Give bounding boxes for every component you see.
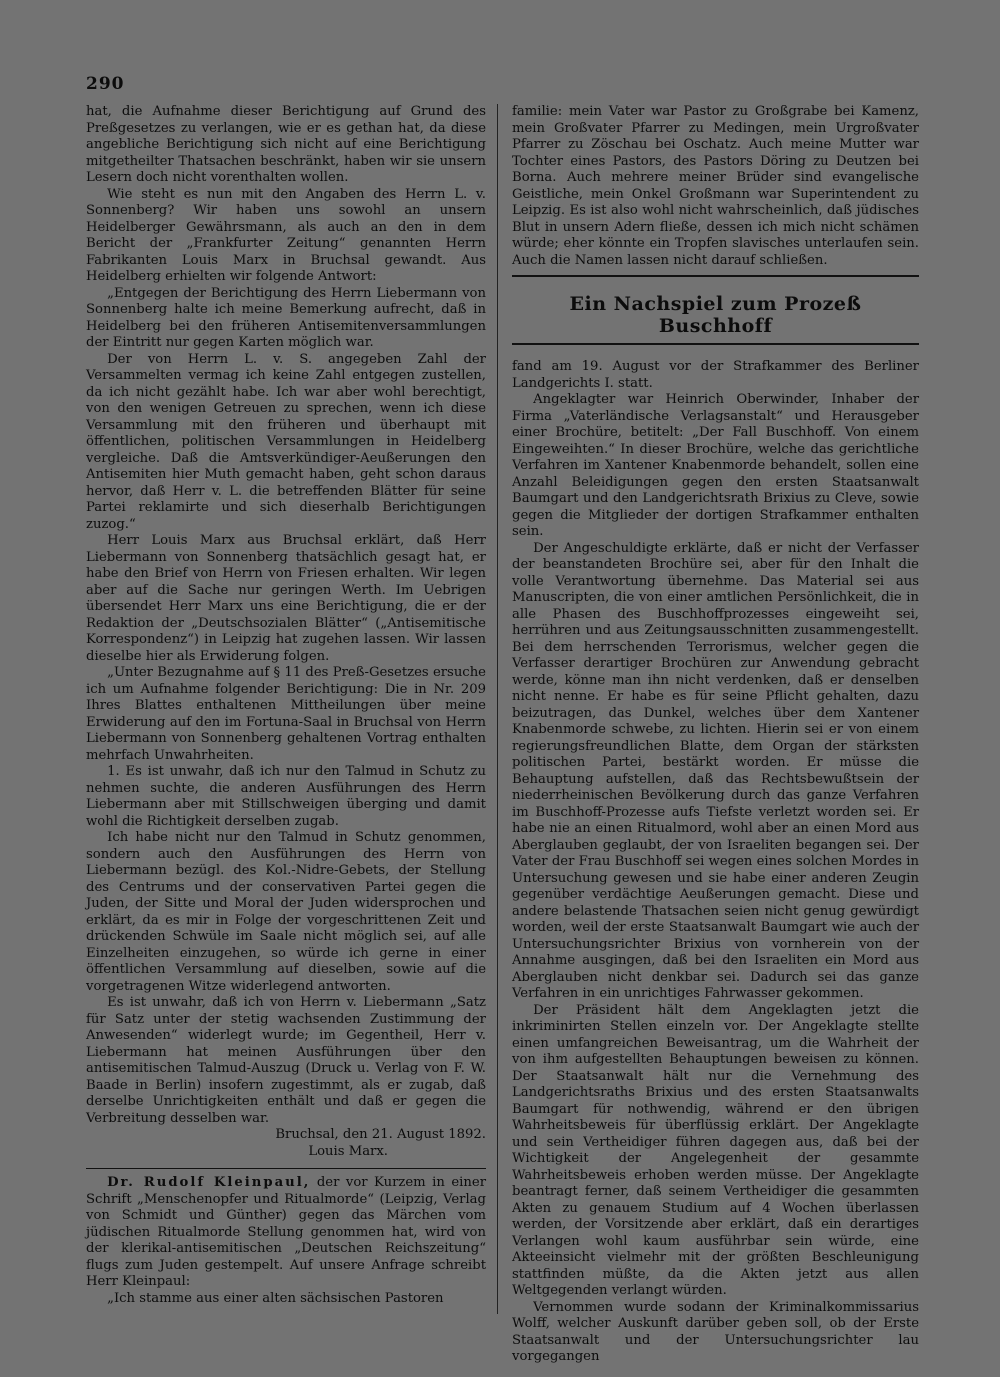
- title-rule-top: [512, 275, 919, 277]
- right-column: [512, 104, 919, 1366]
- paragraph-sonnenberg-question: Wie steht es nun mit den Angaben des Herrn L. v. Sonnenberg? Wir haben uns sowohl an unsern Heidelberger Gewährsmann, als auch an den in dem Bericht der „Frankfurter Zeitung“ genannten Herrn Fabrikanten Louis Marx in Bruchsal gewandt. Aus Heidelberg erhielten wir folgende Antwort:: [86, 186, 486, 284]
- title-rule-bottom: [512, 343, 919, 345]
- paragraph-marx-statement: Herr Louis Marx aus Bruchsal erklärt, daß Herr Liebermann von Sonnenberg thatsächlich gesagt hat, er habe den Brief von Herrn von Friesen erhalten. Wir legen aber auf die Sache nur geringen Werth. Im Uebrigen übersendet Herr Marx uns eine Berichtigung, die er der Redaktion der „Deutschsozialen Blätter“ („Antisemitische Korrespondenz“) in Leipzig hat zugehen lassen. Wir lassen dieselbe hier als Erwiderung folgen.: [86, 533, 486, 664]
- paragraph-wolff: Vernommen wurde sodann der Kriminalkommissarius Wolff, welcher Auskunft darüber geben soll, ob der Erste Staatsanwalt und der Untersuchungsrichter lau vorgegangen: [512, 1299, 919, 1364]
- signature: Louis Marx.: [308, 1143, 388, 1159]
- paragraph-marx-correction: „Unter Bezugnahme auf § 11 des Preß-Gesetzes ersuche ich um Aufnahme folgender Berichtigung: Die in Nr. 209 Ihres Blattes enthaltenen Mittheilungen über meine Erwiderung auf den im Fortuna-Saal in Bruchsal von Herrn Liebermann von Sonnenberg gehaltenen Vortrag enthalten mehrfach Unwahrheiten.: [86, 665, 486, 763]
- paragraph-trial-date: fand am 19. August vor der Strafkammer des Berliner Landgerichts I. statt.: [512, 359, 919, 391]
- section-title: Ein Nachspiel zum Prozeß Buschhoff: [569, 293, 862, 337]
- paragraph-heidelberg-reply-2: Der von Herrn L. v. S. angegeben Zahl der Versammelten vermag ich keine Zahl entgegen zustellen, da ich nicht gezählt habe. Ich war aber wohl berechtigt, von den wenigen Getreuen zu sprechen, wenn ich diese Versammlung mit den früheren und überhaupt mit öffentlichen, politischen Versammlungen in Heidelberg vergleiche. Daß die Amtsverkündiger-Aeußerungen den Antisemiten hier Muth gemacht haben, geht schon daraus hervor, daß Herr v. L. die betreffenden Blätter für seine Partei reklamirte und sich dieserhalb Berichtigungen zuzog.“: [86, 351, 486, 532]
- paragraph-president: Der Präsident hält dem Angeklagten jetzt die inkriminirten Stellen einzeln vor. Der Angeklagte stellte einen umfangreichen Beweisantrag, um die Wahrheit der von ihm aufgestellten Behauptungen beweisen zu können. Der Staatsanwalt hält nur die Vernehmung des Landgerichtsraths Brixius und des ersten Staatsanwalts Baumgart für nothwendig, während er den übrigen Wahrheitsbeweis für überflüssig erklärt. Der Angeklagte und sein Vertheidiger führen dagegen aus, daß bei der Wichtigkeit der Angelegenheit der gesammte Wahrheitsbeweis erhoben werden müsse. Der Angeklagte beantragt ferner, daß seinem Vertheidiger die gesammten Akten zu genauem Studium auf 4 Wochen überlassen werden, der Vorsitzende aber erklärt, daß ein derartiges Verlangen wohl kaum ausführbar sein würde, eine Akteeinsicht vielmehr mit der größten Beschleunigung stattfinden müßte, da die Akten jetzt aus allen Weltgegenden verlangt würden.: [512, 1002, 919, 1298]
- paragraph-defendant: Angeklagter war Heinrich Oberwinder, Inhaber der Firma „Vaterländische Verlagsanstalt“ und Herausgeber einer Brochüre, betitelt: „Der Fall Buschhoff. Von einem Eingeweihten.“ In dieser Brochüre, welche das gerichtliche Verfahren im Xantener Knabenmorde behandelt, sollen eine Anzahl Beleidigungen gegen den ersten Staatsanwalt Baumgart und den Landgerichtsrath Brixius zu Cleve, sowie gegen die Mitglieder der dortigen Strafkammer enthalten sein.: [512, 392, 919, 539]
- column-divider: [497, 104, 498, 1314]
- kleinpaul-name: Dr. Rudolf Kleinpaul,: [107, 1175, 311, 1190]
- separator-rule: [86, 1168, 486, 1169]
- paragraph-defendant-statement: Der Angeschuldigte erklärte, daß er nicht der Verfasser der beanstandeten Brochüre sei, aber für den Inhalt die volle Verantwortung übernehme. Das Material sei aus Manuscripten, die von einer amtlichen Persönlichkeit, die in alle Phasen des Buschhoffprozesses eingeweiht sei, herrühren und aus Zeitungsausschnitten zusammengestellt. Bei dem herrschenden Terrorismus, welcher gegen die Verfasser derartiger Brochüren zur Anwendung gebracht werde, könne man ihn nicht verdenken, daß er denselben nicht nenne. Er habe es für seine Pflicht gehalten, dazu beizutragen, das Dunkel, welches über dem Xantener Knabenmorde schwebe, zu lichten. Hierin sei er von einem regierungsfreundlichen Blatte, dem Organ der stärksten politischen Partei, bestärkt worden. Er müsse die Behauptung aufstellen, daß das Rechtsbewußtsein der niederrheinischen Bevölkerung durch das ganze Verfahren im Buschhoff-Prozesse aufs Tiefste verletzt worden sei. Er habe nie an einen Ritualmord, wohl aber an einen Mord aus Aberglauben geglaubt, der von Israeliten begangen sei. Der Vater der Frau Buschhoff sei wegen eines solchen Mordes in Untersuchung gewesen und sie habe einer anderen Zeugin gegenüber verdächtige Aeußerungen gemacht. Diese und andere belastende Thatsachen seien nicht genug gewürdigt worden, weil der erste Staatsanwalt Baumgart wie auch der Untersuchungsrichter Brixius von vornherein von der Annahme ausgingen, daß bei den Israeliten ein Mord aus Aberglauben nicht denkbar sei. Dadurch sei das ganze Verfahren in ein unrichtiges Fahrwasser gekommen.: [512, 540, 919, 1001]
- paragraph-heidelberg-reply: „Entgegen der Berichtigung des Herrn Liebermann von Sonnenberg halte ich meine Bemerkung aufrecht, daß in Heidelberg bei den früheren Antisemitenversammlungen der Eintritt nur gegen Karten möglich war.: [86, 285, 486, 350]
- paragraph-untruth-two: Es ist unwahr, daß ich von Herrn v. Liebermann „Satz für Satz unter der stetig wachsenden Zustimmung der Anwesenden“ widerlegt wurde; im Gegentheil, Herr v. Liebermann hat meinen Ausführungen über den antisemitischen Talmud-Auszug (Druck u. Verlag von F. W. Baade in Berlin) insofern zugestimmt, als er zugab, daß derselbe Unrichtigkeiten enthält und daß er gegen die Verbreitung desselben war.: [86, 995, 486, 1126]
- kleinpaul-text: der vor Kurzem in einer Schrift „Menschenopfer und Ritualmorde“ (Leipzig, Verlag von Schmidt und Günther) gegen das Märchen vom jüdischen Ritualmorde Stellung genommen hat, wird von der klerikal-antisemitischen „Deutschen Reichszeitung“ flugs zum Juden gestempelt. Auf unsere Anfrage schreibt Herr Kleinpaul:: [86, 1175, 487, 1289]
- paragraph-talmud-defense: Ich habe nicht nur den Talmud in Schutz genommen, sondern auch den Ausführungen des Herrn von Liebermann bezügl. des Kol.-Nidre-Gebets, der Stellung des Centrums und der conservativen Partei gegen die Juden, der Sitte und Moral der Juden widersprochen und erklärt, da es mir in Folge der vorgeschrittenen Zeit und drückenden Schwüle im Saale nicht möglich sei, auf alle Einzelheiten einzugehen, so würde ich gerne in einer öffentlichen Versammlung auf dieselben, sowie auf die vorgetragenen Witze widerlegend antworten.: [86, 830, 486, 994]
- paragraph-kleinpaul: [86, 1175, 486, 1291]
- left-column: [86, 104, 486, 1307]
- paragraph-point-one: 1. Es ist unwahr, daß ich nur den Talmud in Schutz zu nehmen suchte, die anderen Ausführungen des Herrn Liebermann aber mit Stillschweigen überging und damit wohl die Richtigkeit derselben zugab.: [86, 764, 486, 829]
- paragraph-family: familie: mein Vater war Pastor zu Großgrabe bei Kamenz, mein Großvater Pfarrer zu Medingen, mein Urgroßvater Pfarrer zu Zöschau bei Oschatz. Auch meine Mutter war Tochter eines Pastors, des Pastors Döring zu Deutzen bei Borna. Auch mehrere meiner Brüder sind evangelische Geistliche, mein Onkel Großmann war Superintendent zu Leipzig. Es ist also wohl nicht wahrscheinlich, daß jüdisches Blut in unsern Adern fließe, dessen ich mich nicht schämen würde; eher könnte ein Tropfen slavisches unterlaufen sein. Auch die Namen lassen nicht darauf schließen.: [512, 104, 919, 268]
- paragraph-continuation: hat, die Aufnahme dieser Berichtigung auf Grund des Preßgesetzes zu verlangen, wie er es gethan hat, da diese angebliche Berichtigung sich nicht auf eine Berichtigung mitgetheilter Thatsachen beschränkt, haben wir sie unsern Lesern doch nicht vorenthalten wollen.: [86, 104, 486, 185]
- page-number: 290: [86, 74, 125, 94]
- dateline: Bruchsal, den 21. August 1892.: [275, 1127, 486, 1142]
- paragraph-kleinpaul-quote: „Ich stamme aus einer alten sächsischen Pastoren: [107, 1290, 444, 1306]
